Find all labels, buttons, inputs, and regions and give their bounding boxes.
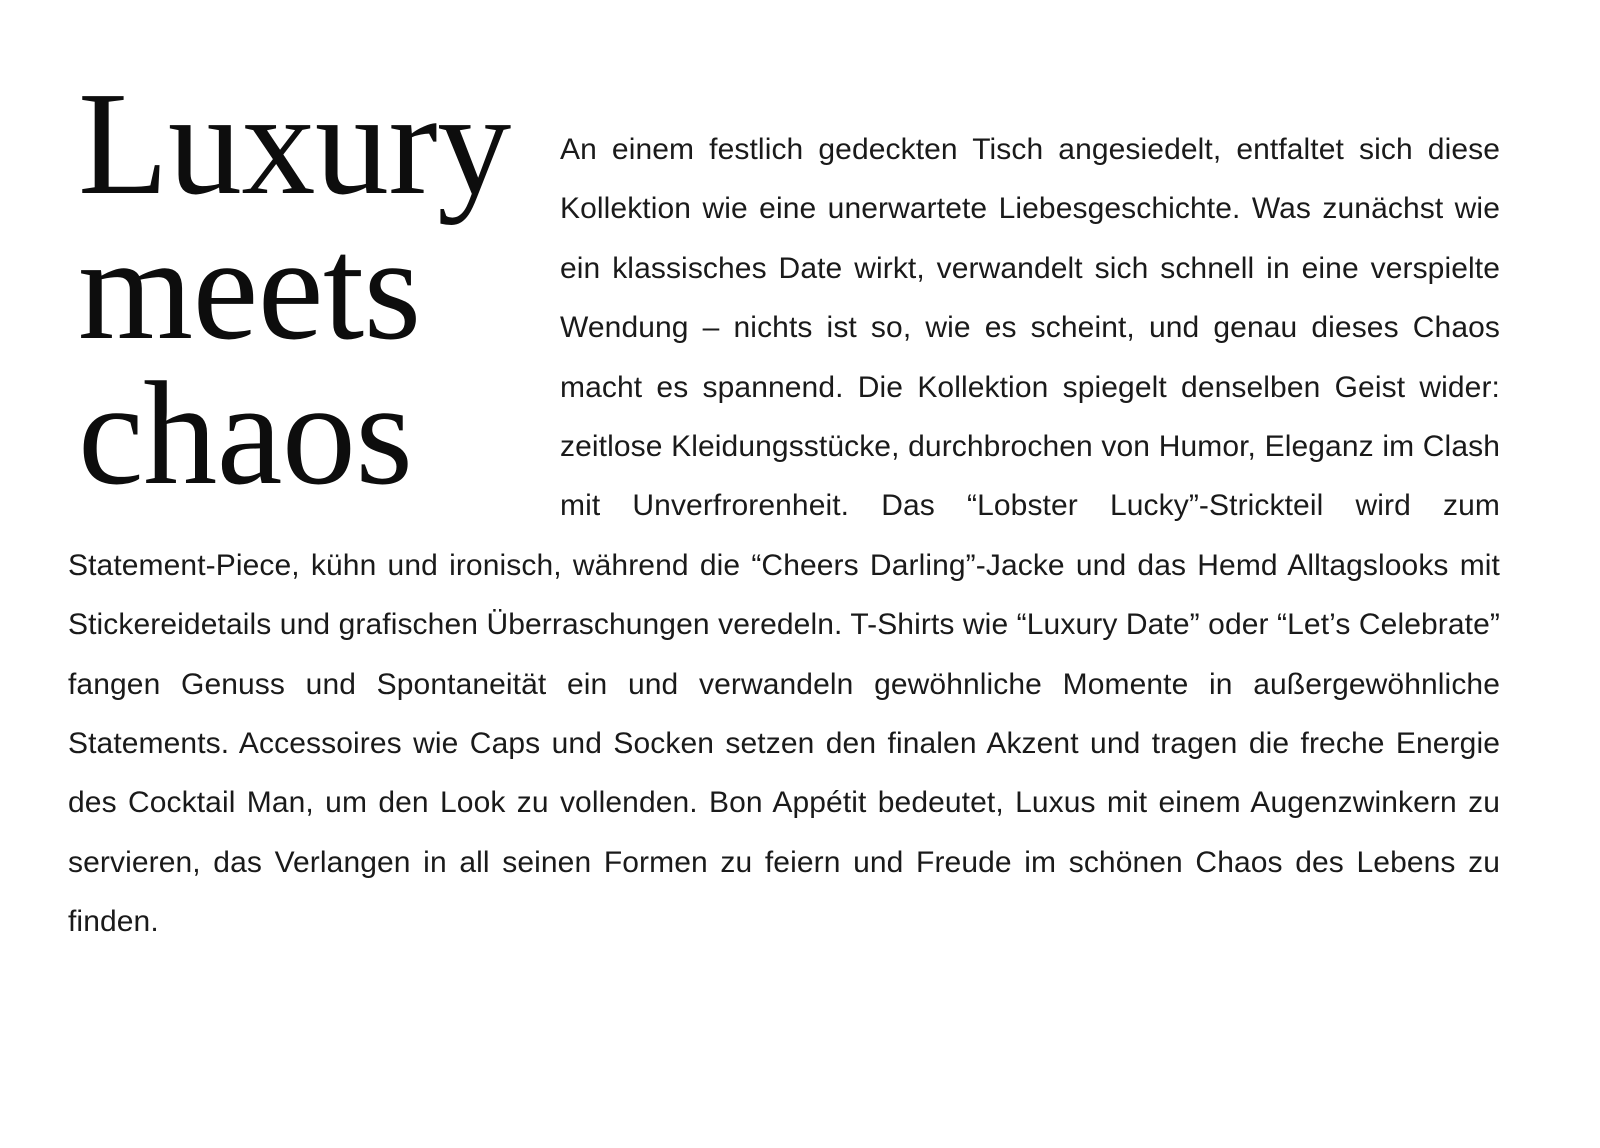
page-title-line-2: meets [78,207,421,372]
page-title [0,62,560,517]
body-paragraph: An einem festlich gedeckten Tisch angesiedelt, entfaltet sich diese Kollektion wie eine unerwartete Liebesgeschichte. Was zunächst wie ein klassisches Date wirkt, verwandelt sich schnell in eine verspielte Wendung – nichts ist so, wie es scheint, und genau dieses Chaos macht es spannend. Die Kollektion spiegelt denselben Geist wider: zeitlose Kleidungsstücke, durchbrochen von Humor, Eleganz im Clash mit Unverfrorenheit. Das “Lobster Lucky”-Strickteil wird zum Statement-Piece, kühn und ironisch, während die “Cheers Darling”-Jacke und das Hemd Alltagslooks mit Stickereidetails und grafischen Überraschungen veredeln. T-Shirts wie “Luxury Date” oder “Let’s Celebrate” fangen Genuss und Spontaneität ein und verwandeln gewöhnliche Momente in außergewöhnliche Statements. Accessoires wie Caps und Socken setzen den finalen Akzent und tragen die freche Energie des Cocktail Man, um den Look zu vollenden. Bon Appétit bedeutet, Luxus mit einem Augenzwinkern zu servieren, das Verlangen in all seinen Formen zu feiern und Freude im schönen Chaos des Lebens zu finden. [68,133,1500,939]
page-title-line-1: Luxury [78,62,511,226]
page-title-line-3: chaos [78,352,413,517]
